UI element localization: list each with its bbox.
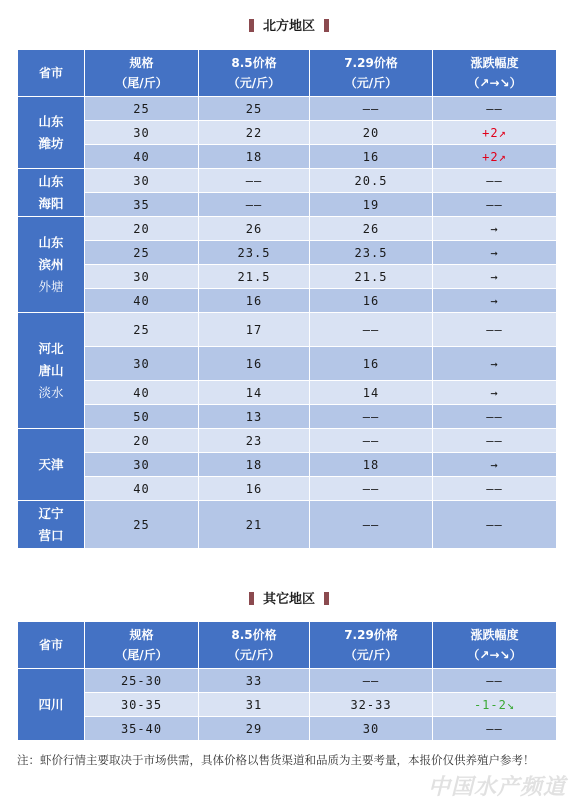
price-new-cell: 22: [199, 121, 310, 145]
header-price2: 7.29价格 （元/斤）: [310, 622, 433, 669]
province-cell: 山东 滨州 外塘: [18, 217, 85, 313]
table-row: [18, 693, 557, 717]
spec-cell: 30: [85, 169, 199, 193]
price-new-cell: 26: [199, 217, 310, 241]
change-down-text: -1-2↘: [473, 697, 516, 712]
price-new-cell: 18: [199, 145, 310, 169]
province-subtype: 淡水: [38, 384, 64, 400]
change-cell: [433, 145, 557, 169]
price-old-cell: ——: [310, 501, 433, 549]
change-cell: ——: [433, 429, 557, 453]
table-row: [18, 381, 557, 405]
spec-cell: 30-35: [85, 693, 199, 717]
header-row: [18, 622, 557, 669]
table-row: [18, 265, 557, 289]
price-new-cell: 13: [199, 405, 310, 429]
price-old-cell: 21.5: [310, 265, 433, 289]
spec-cell: 40: [85, 145, 199, 169]
spec-cell: 25: [85, 313, 199, 347]
province-cell: 辽宁 营口: [18, 501, 85, 549]
price-new-cell: 25: [199, 97, 310, 121]
price-new-cell: 23.5: [199, 241, 310, 265]
footnote: 注：虾价行情主要取决于市场供需，具体价格以售货渠道和品质为主要考量，本报价仅供养殖户参考！: [17, 753, 535, 767]
title-bar-right: [324, 592, 329, 605]
price-new-cell: 33: [199, 669, 310, 693]
header-change: 涨跌幅度 （↗→↘）: [433, 50, 557, 97]
change-cell: →: [433, 289, 557, 313]
price-new-cell: 16: [199, 477, 310, 501]
header-row: [18, 50, 557, 97]
table-row: [18, 121, 557, 145]
price-new-cell: 16: [199, 289, 310, 313]
province-cell: 四川: [18, 669, 85, 741]
spec-cell: 35-40: [85, 717, 199, 741]
header-price2: 7.29价格 （元/斤）: [310, 50, 433, 97]
spec-cell: 35: [85, 193, 199, 217]
other-title-text: 其它地区: [262, 592, 315, 607]
price-old-cell: 32-33: [310, 693, 433, 717]
price-old-cell: 20.5: [310, 169, 433, 193]
change-cell: →: [433, 453, 557, 477]
price-new-cell: 31: [199, 693, 310, 717]
table-row: [18, 193, 557, 217]
spec-cell: 40: [85, 477, 199, 501]
change-cell: ——: [433, 717, 557, 741]
north-price-table: [17, 49, 557, 549]
change-cell: →: [433, 347, 557, 381]
table-row: [18, 717, 557, 741]
spec-cell: 25: [85, 97, 199, 121]
price-old-cell: 14: [310, 381, 433, 405]
price-old-cell: ——: [310, 97, 433, 121]
price-old-cell: 23.5: [310, 241, 433, 265]
spec-cell: 20: [85, 429, 199, 453]
price-new-cell: 17: [199, 313, 310, 347]
header-spec: 规格 （尾/斤）: [85, 50, 199, 97]
change-cell: ——: [433, 501, 557, 549]
spec-cell: 20: [85, 217, 199, 241]
north-title-text: 北方地区: [262, 19, 315, 34]
watermark-logo: 中国水产频道: [427, 775, 566, 800]
spec-cell: 30: [85, 121, 199, 145]
price-new-cell: 23: [199, 429, 310, 453]
table-row: [18, 453, 557, 477]
change-up-text: +2↗: [482, 125, 507, 140]
table-row: [18, 145, 557, 169]
price-old-cell: 30: [310, 717, 433, 741]
province-cell: 山东 海阳: [18, 169, 85, 217]
table-row: [18, 347, 557, 381]
province-cell: 河北 唐山 淡水: [18, 313, 85, 429]
spec-cell: 40: [85, 289, 199, 313]
header-price1: 8.5价格 （元/斤）: [199, 50, 310, 97]
spec-cell: 30: [85, 265, 199, 289]
price-old-cell: ——: [310, 313, 433, 347]
change-cell: ——: [433, 669, 557, 693]
north-section-title: [0, 15, 578, 34]
table-row: [18, 477, 557, 501]
price-new-cell: 29: [199, 717, 310, 741]
table-row: [18, 97, 557, 121]
price-old-cell: ——: [310, 405, 433, 429]
province-cell: 天津: [18, 429, 85, 501]
change-cell: →: [433, 265, 557, 289]
change-cell: ——: [433, 169, 557, 193]
price-new-cell: 14: [199, 381, 310, 405]
price-new-cell: 16: [199, 347, 310, 381]
spec-cell: 25: [85, 241, 199, 265]
price-old-cell: ——: [310, 669, 433, 693]
spec-cell: 50: [85, 405, 199, 429]
table-row: [18, 313, 557, 347]
other-section-title: [0, 588, 578, 607]
change-cell: [433, 121, 557, 145]
table-row: [18, 405, 557, 429]
price-old-cell: 26: [310, 217, 433, 241]
table-row: [18, 289, 557, 313]
price-new-cell: ——: [199, 169, 310, 193]
price-new-cell: 21: [199, 501, 310, 549]
header-province: 省市: [18, 50, 85, 97]
table-row: [18, 217, 557, 241]
title-bar-left: [249, 19, 254, 32]
change-cell: ——: [433, 193, 557, 217]
price-old-cell: 16: [310, 347, 433, 381]
other-price-table: [17, 621, 557, 741]
change-cell: ——: [433, 477, 557, 501]
change-cell: ——: [433, 405, 557, 429]
table-row: [18, 169, 557, 193]
price-old-cell: 18: [310, 453, 433, 477]
price-new-cell: 18: [199, 453, 310, 477]
header-spec: 规格 （尾/斤）: [85, 622, 199, 669]
spec-cell: 30: [85, 347, 199, 381]
price-old-cell: 16: [310, 145, 433, 169]
price-old-cell: 20: [310, 121, 433, 145]
price-new-cell: ——: [199, 193, 310, 217]
table-row: [18, 429, 557, 453]
header-price1: 8.5价格 （元/斤）: [199, 622, 310, 669]
change-cell: →: [433, 241, 557, 265]
spec-cell: 25: [85, 501, 199, 549]
price-old-cell: 19: [310, 193, 433, 217]
change-cell: ——: [433, 97, 557, 121]
title-bar-right: [324, 19, 329, 32]
title-bar-left: [249, 592, 254, 605]
spec-cell: 30: [85, 453, 199, 477]
price-old-cell: ——: [310, 477, 433, 501]
price-old-cell: ——: [310, 429, 433, 453]
province-cell: 山东 潍坊: [18, 97, 85, 169]
change-cell: [433, 693, 557, 717]
change-up-text: +2↗: [482, 149, 507, 164]
header-change: 涨跌幅度 （↗→↘）: [433, 622, 557, 669]
change-cell: →: [433, 217, 557, 241]
change-cell: →: [433, 381, 557, 405]
price-old-cell: 16: [310, 289, 433, 313]
table-row: [18, 241, 557, 265]
spec-cell: 40: [85, 381, 199, 405]
header-province: 省市: [18, 622, 85, 669]
change-cell: ——: [433, 313, 557, 347]
province-subtype: 外塘: [38, 278, 64, 294]
price-new-cell: 21.5: [199, 265, 310, 289]
table-row: [18, 669, 557, 693]
table-row: [18, 501, 557, 549]
spec-cell: 25-30: [85, 669, 199, 693]
